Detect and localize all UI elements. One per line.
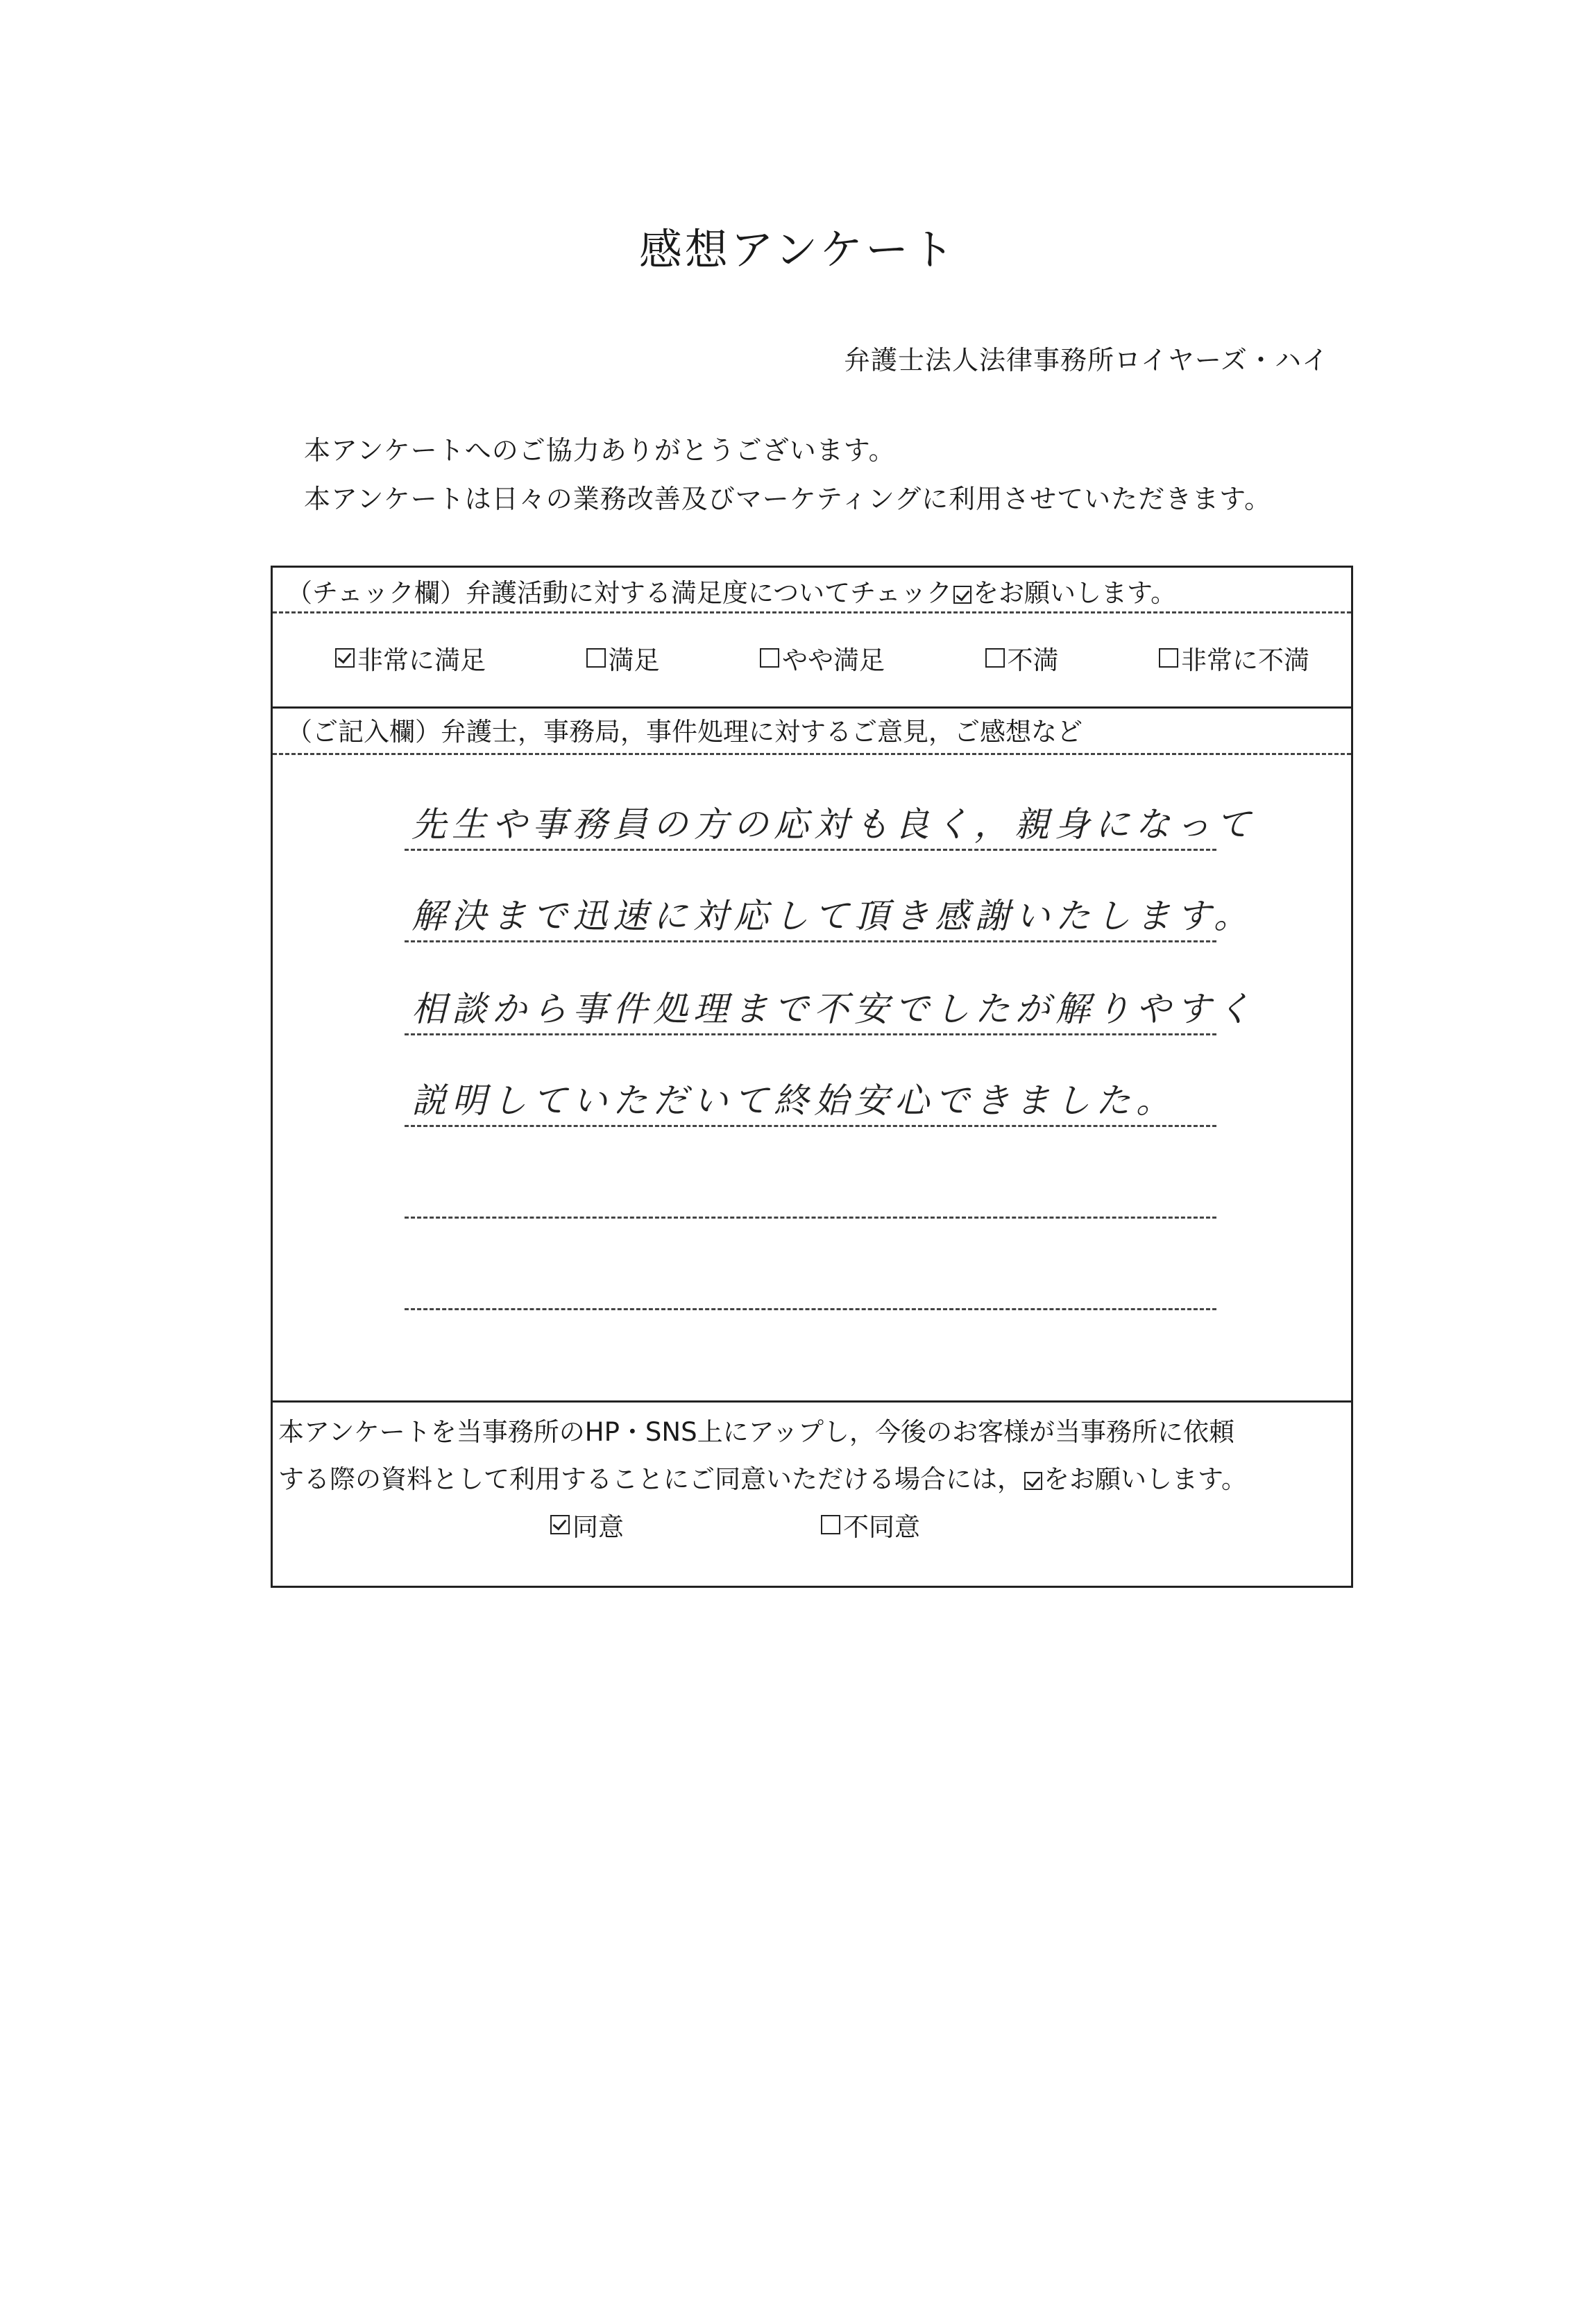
rating-option-very-satisfied[interactable] [335, 639, 486, 677]
comment-rule-empty [405, 1308, 1216, 1310]
rating-option-label: 満足 [608, 645, 660, 675]
rating-options [335, 639, 1309, 677]
consent-text-1: 本アンケートを当事務所のHP・SNS上にアップし，今後のお客様が当事務所に依頼 [278, 1417, 1234, 1447]
comment-line-1: 先生や事務員の方の応対も良く，親身になって [411, 804, 1256, 845]
comment-rule [405, 1125, 1216, 1127]
rating-option-very-dissatisfied[interactable] [1159, 639, 1309, 677]
comment-rule [405, 849, 1216, 851]
consent-agree-label: 同意 [572, 1512, 624, 1542]
firm-name: 弁護士法人法律事務所ロイヤーズ・ハイ [844, 345, 1329, 375]
rating-section-header [287, 572, 1176, 609]
intro-line-2: 本アンケートは日々の業務改善及びマーケティングに利用させていただきます。 [304, 484, 1272, 514]
section-divider [273, 1400, 1351, 1403]
comment-line-4: 説明していただいて終始安心できました。 [411, 1081, 1176, 1121]
checkbox-icon[interactable] [985, 648, 1005, 668]
consent-disagree-option[interactable] [821, 1506, 920, 1543]
checkbox-icon[interactable] [760, 648, 779, 668]
checkbox-sample-icon [953, 586, 971, 604]
rating-option-satisfied[interactable] [586, 639, 660, 677]
rating-header-text-after: をお願いします。 [973, 578, 1177, 608]
survey-form [271, 566, 1353, 1588]
rating-header-text: （チェック欄）弁護活動に対する満足度についてチェック [287, 578, 953, 608]
divider [273, 611, 1351, 613]
rating-option-label: 非常に不満 [1181, 645, 1309, 675]
checkbox-icon[interactable] [586, 648, 606, 668]
rating-option-label: やや満足 [782, 645, 885, 675]
comment-rule [405, 1033, 1216, 1035]
comment-line-3: 相談から事件処理まで不安でしたが解りやすく [411, 989, 1257, 1029]
checkbox-icon[interactable] [821, 1515, 840, 1534]
comment-rule-empty [405, 1217, 1216, 1219]
checkbox-sample-icon [1024, 1472, 1042, 1490]
divider [273, 753, 1351, 755]
consent-agree-option[interactable] [550, 1506, 624, 1543]
checkbox-icon[interactable] [1159, 648, 1178, 668]
checkbox-checked-icon[interactable] [550, 1515, 570, 1534]
consent-text-2 [278, 1458, 1247, 1496]
rating-option-label: 不満 [1007, 645, 1059, 675]
consent-text-2-part: する際の資料として利用することにご同意いただける場合には， [278, 1464, 1023, 1494]
rating-option-label: 非常に満足 [357, 645, 486, 675]
consent-disagree-label: 不同意 [843, 1512, 920, 1542]
comment-line-2: 解決まで迅速に対応して頂き感謝いたします。 [411, 896, 1254, 936]
comment-section-header: （ご記入欄）弁護士，事務局，事件処理に対するご意見，ご感想など [287, 717, 1083, 747]
comment-rule [405, 940, 1216, 942]
rating-option-somewhat-satisfied[interactable] [760, 639, 885, 677]
intro-line-1: 本アンケートへのご協力ありがとうございます。 [304, 435, 896, 466]
rating-option-dissatisfied[interactable] [985, 639, 1059, 677]
page-title: 感想アンケート [638, 224, 958, 275]
checkbox-checked-icon[interactable] [335, 648, 355, 668]
consent-text-2-after: をお願いします。 [1044, 1464, 1248, 1494]
section-divider [273, 706, 1351, 709]
